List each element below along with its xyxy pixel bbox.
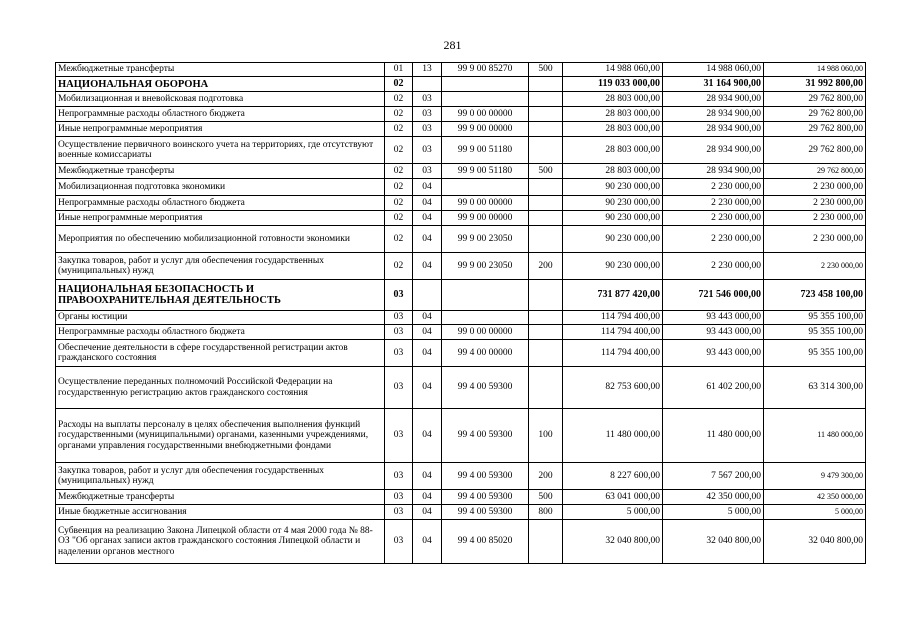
- row-name: Мероприятия по обеспечению мобилизационной готовности экономики: [56, 226, 385, 253]
- row-name: Иные непрограммные мероприятия: [56, 122, 385, 137]
- row-expense-type: [529, 92, 563, 107]
- row-amount-year3: 31 992 800,00: [764, 77, 866, 92]
- row-expense-type: [529, 325, 563, 340]
- row-section: 03: [385, 490, 413, 505]
- row-subsection: 03: [413, 137, 442, 164]
- row-subsection: [413, 77, 442, 92]
- row-target-article: 99 0 00 00000: [442, 107, 529, 122]
- row-amount-year1: 63 041 000,00: [563, 490, 663, 505]
- row-target-article: 99 0 00 00000: [442, 196, 529, 211]
- table-row: [56, 311, 866, 325]
- row-expense-type: 800: [529, 505, 563, 520]
- row-section: 02: [385, 226, 413, 253]
- row-amount-year1: 90 230 000,00: [563, 196, 663, 211]
- row-amount-year3: 29 762 800,00: [764, 122, 866, 137]
- table-row: [56, 490, 866, 505]
- row-amount-year2: 28 934 900,00: [663, 164, 764, 179]
- row-amount-year3: 2 230 000,00: [764, 226, 866, 253]
- row-expense-type: [529, 196, 563, 211]
- row-amount-year3: 723 458 100,00: [764, 280, 866, 311]
- row-name: Обеспечение деятельности в сфере государственной регистрации актов гражданского состояния: [56, 340, 385, 367]
- row-subsection: 04: [413, 340, 442, 367]
- row-section: 02: [385, 107, 413, 122]
- row-amount-year2: 28 934 900,00: [663, 107, 764, 122]
- row-section: 02: [385, 77, 413, 92]
- row-section: 03: [385, 463, 413, 490]
- row-amount-year1: 90 230 000,00: [563, 253, 663, 280]
- row-subsection: 04: [413, 179, 442, 196]
- table-row: [56, 196, 866, 211]
- row-amount-year3: 2 230 000,00: [764, 253, 866, 280]
- row-name: НАЦИОНАЛЬНАЯ БЕЗОПАСНОСТЬ И ПРАВООХРАНИТЕЛЬНАЯ ДЕЯТЕЛЬНОСТЬ: [56, 280, 385, 311]
- row-amount-year3: 5 000,00: [764, 505, 866, 520]
- row-amount-year1: 114 794 400,00: [563, 340, 663, 367]
- row-amount-year1: 119 033 000,00: [563, 77, 663, 92]
- row-expense-type: 500: [529, 63, 563, 77]
- row-target-article: 99 9 00 00000: [442, 122, 529, 137]
- row-name: Осуществление переданных полномочий Российской Федерации на государственную регистрацию актов гражданского состояния: [56, 367, 385, 409]
- row-expense-type: [529, 77, 563, 92]
- row-subsection: 04: [413, 520, 442, 564]
- row-section: 03: [385, 505, 413, 520]
- row-target-article: 99 9 00 51180: [442, 164, 529, 179]
- row-name: Мобилизационная и вневойсковая подготовка: [56, 92, 385, 107]
- table-body: [56, 63, 866, 564]
- row-name: Непрограммные расходы областного бюджета: [56, 325, 385, 340]
- row-amount-year3: 11 480 000,00: [764, 409, 866, 463]
- row-name: Межбюджетные трансферты: [56, 63, 385, 77]
- row-amount-year3: 95 355 100,00: [764, 311, 866, 325]
- row-amount-year2: 2 230 000,00: [663, 211, 764, 226]
- row-name: Непрограммные расходы областного бюджета: [56, 196, 385, 211]
- table-row: [56, 505, 866, 520]
- table-row: [56, 367, 866, 409]
- row-name: Закупка товаров, работ и услуг для обеспечения государственных (муниципальных) нужд: [56, 253, 385, 280]
- row-amount-year1: 28 803 000,00: [563, 107, 663, 122]
- row-subsection: 04: [413, 196, 442, 211]
- row-target-article: 99 9 00 51180: [442, 137, 529, 164]
- row-expense-type: [529, 280, 563, 311]
- table-row: [56, 179, 866, 196]
- row-section: 02: [385, 92, 413, 107]
- row-name: Органы юстиции: [56, 311, 385, 325]
- row-amount-year1: 5 000,00: [563, 505, 663, 520]
- row-amount-year2: 7 567 200,00: [663, 463, 764, 490]
- row-subsection: 04: [413, 211, 442, 226]
- row-amount-year2: 93 443 000,00: [663, 311, 764, 325]
- table-row: [56, 164, 866, 179]
- row-name: Непрограммные расходы областного бюджета: [56, 107, 385, 122]
- row-amount-year1: 28 803 000,00: [563, 164, 663, 179]
- row-amount-year1: 28 803 000,00: [563, 122, 663, 137]
- table-row: [56, 280, 866, 311]
- row-subsection: 04: [413, 463, 442, 490]
- row-name: Закупка товаров, работ и услуг для обеспечения государственных (муниципальных) нужд: [56, 463, 385, 490]
- row-amount-year3: 63 314 300,00: [764, 367, 866, 409]
- row-section: 03: [385, 520, 413, 564]
- table-row: [56, 409, 866, 463]
- row-amount-year3: 95 355 100,00: [764, 325, 866, 340]
- table-row: [56, 211, 866, 226]
- row-target-article: [442, 179, 529, 196]
- row-expense-type: [529, 137, 563, 164]
- table-row: [56, 340, 866, 367]
- row-subsection: 04: [413, 311, 442, 325]
- row-subsection: 04: [413, 226, 442, 253]
- row-amount-year2: 93 443 000,00: [663, 325, 764, 340]
- row-target-article: [442, 92, 529, 107]
- row-target-article: [442, 311, 529, 325]
- row-name: Субвенция на реализацию Закона Липецкой области от 4 мая 2000 года № 88-ОЗ "Об органах записи актов гражданского состояния Липецкой области и наделении органов местного: [56, 520, 385, 564]
- table-row: [56, 137, 866, 164]
- row-amount-year1: 8 227 600,00: [563, 463, 663, 490]
- row-amount-year2: 11 480 000,00: [663, 409, 764, 463]
- row-name: Расходы на выплаты персоналу в целях обеспечения выполнения функций государственными (муниципальными) органами, казенными учреждениями, органами управления государственными внебюджетными фондами: [56, 409, 385, 463]
- table-row: [56, 107, 866, 122]
- row-target-article: [442, 280, 529, 311]
- row-amount-year2: 32 040 800,00: [663, 520, 764, 564]
- row-amount-year3: 42 350 000,00: [764, 490, 866, 505]
- row-amount-year3: 95 355 100,00: [764, 340, 866, 367]
- row-target-article: 99 4 00 59300: [442, 505, 529, 520]
- row-target-article: 99 9 00 23050: [442, 226, 529, 253]
- row-subsection: 03: [413, 92, 442, 107]
- row-expense-type: [529, 107, 563, 122]
- row-name: Иные бюджетные ассигнования: [56, 505, 385, 520]
- row-expense-type: [529, 520, 563, 564]
- row-amount-year1: 731 877 420,00: [563, 280, 663, 311]
- row-target-article: 99 0 00 00000: [442, 325, 529, 340]
- row-amount-year2: 93 443 000,00: [663, 340, 764, 367]
- row-name: Иные непрограммные мероприятия: [56, 211, 385, 226]
- row-amount-year3: 29 762 800,00: [764, 164, 866, 179]
- row-amount-year2: 28 934 900,00: [663, 92, 764, 107]
- row-amount-year1: 82 753 600,00: [563, 367, 663, 409]
- row-target-article: 99 4 00 59300: [442, 367, 529, 409]
- row-target-article: 99 9 00 23050: [442, 253, 529, 280]
- row-amount-year1: 90 230 000,00: [563, 226, 663, 253]
- row-amount-year2: 2 230 000,00: [663, 253, 764, 280]
- row-section: 03: [385, 367, 413, 409]
- row-amount-year1: 114 794 400,00: [563, 325, 663, 340]
- row-section: 03: [385, 409, 413, 463]
- row-amount-year1: 11 480 000,00: [563, 409, 663, 463]
- row-amount-year3: 9 479 300,00: [764, 463, 866, 490]
- row-amount-year2: 31 164 900,00: [663, 77, 764, 92]
- row-section: 03: [385, 325, 413, 340]
- row-amount-year3: 2 230 000,00: [764, 196, 866, 211]
- row-amount-year1: 28 803 000,00: [563, 92, 663, 107]
- table-row: [56, 325, 866, 340]
- row-section: 03: [385, 340, 413, 367]
- row-section: 02: [385, 137, 413, 164]
- row-subsection: 03: [413, 107, 442, 122]
- row-section: 02: [385, 253, 413, 280]
- row-expense-type: [529, 340, 563, 367]
- row-expense-type: [529, 211, 563, 226]
- row-amount-year2: 2 230 000,00: [663, 179, 764, 196]
- table-row: [56, 226, 866, 253]
- row-section: 02: [385, 122, 413, 137]
- row-amount-year2: 2 230 000,00: [663, 226, 764, 253]
- row-subsection: 04: [413, 367, 442, 409]
- row-section: 01: [385, 63, 413, 77]
- row-amount-year2: 5 000,00: [663, 505, 764, 520]
- row-expense-type: 200: [529, 253, 563, 280]
- row-amount-year3: 2 230 000,00: [764, 179, 866, 196]
- row-amount-year3: 2 230 000,00: [764, 211, 866, 226]
- row-amount-year2: 721 546 000,00: [663, 280, 764, 311]
- row-expense-type: 500: [529, 490, 563, 505]
- row-expense-type: 500: [529, 164, 563, 179]
- row-subsection: 03: [413, 164, 442, 179]
- row-amount-year1: 14 988 060,00: [563, 63, 663, 77]
- row-name: НАЦИОНАЛЬНАЯ ОБОРОНА: [56, 77, 385, 92]
- table-row: [56, 77, 866, 92]
- row-name: Межбюджетные трансферты: [56, 164, 385, 179]
- table-row: [56, 253, 866, 280]
- table-row: [56, 92, 866, 107]
- row-expense-type: 200: [529, 463, 563, 490]
- row-subsection: 04: [413, 505, 442, 520]
- row-amount-year1: 90 230 000,00: [563, 211, 663, 226]
- row-target-article: 99 4 00 59300: [442, 463, 529, 490]
- row-amount-year1: 28 803 000,00: [563, 137, 663, 164]
- row-amount-year1: 90 230 000,00: [563, 179, 663, 196]
- row-target-article: [442, 77, 529, 92]
- row-section: 03: [385, 280, 413, 311]
- row-expense-type: 100: [529, 409, 563, 463]
- row-target-article: 99 9 00 00000: [442, 211, 529, 226]
- row-amount-year1: 32 040 800,00: [563, 520, 663, 564]
- row-subsection: 04: [413, 490, 442, 505]
- row-target-article: 99 4 00 00000: [442, 340, 529, 367]
- page-number: 281: [443, 38, 462, 52]
- row-amount-year2: 28 934 900,00: [663, 137, 764, 164]
- row-target-article: 99 4 00 59300: [442, 409, 529, 463]
- row-expense-type: [529, 179, 563, 196]
- table-row: [56, 463, 866, 490]
- row-amount-year3: 14 988 060,00: [764, 63, 866, 77]
- row-expense-type: [529, 311, 563, 325]
- row-target-article: 99 4 00 85020: [442, 520, 529, 564]
- row-section: 03: [385, 311, 413, 325]
- row-subsection: 13: [413, 63, 442, 77]
- row-amount-year2: 28 934 900,00: [663, 122, 764, 137]
- row-subsection: 04: [413, 253, 442, 280]
- table-row: [56, 520, 866, 564]
- row-amount-year3: 29 762 800,00: [764, 92, 866, 107]
- row-amount-year2: 14 988 060,00: [663, 63, 764, 77]
- row-section: 02: [385, 179, 413, 196]
- row-target-article: 99 9 00 85270: [442, 63, 529, 77]
- row-amount-year2: 61 402 200,00: [663, 367, 764, 409]
- row-subsection: 04: [413, 325, 442, 340]
- row-name: Осуществление первичного воинского учета на территориях, где отсутствуют военные комиссариаты: [56, 137, 385, 164]
- row-expense-type: [529, 367, 563, 409]
- row-name: Межбюджетные трансферты: [56, 490, 385, 505]
- row-section: 02: [385, 196, 413, 211]
- row-amount-year2: 42 350 000,00: [663, 490, 764, 505]
- row-name: Мобилизационная подготовка экономики: [56, 179, 385, 196]
- row-subsection: 03: [413, 122, 442, 137]
- row-subsection: [413, 280, 442, 311]
- row-section: 02: [385, 164, 413, 179]
- row-amount-year3: 29 762 800,00: [764, 137, 866, 164]
- row-subsection: 04: [413, 409, 442, 463]
- row-amount-year2: 2 230 000,00: [663, 196, 764, 211]
- table-row: [56, 63, 866, 77]
- row-target-article: 99 4 00 59300: [442, 490, 529, 505]
- table-row: [56, 122, 866, 137]
- row-expense-type: [529, 122, 563, 137]
- row-amount-year3: 29 762 800,00: [764, 107, 866, 122]
- row-amount-year3: 32 040 800,00: [764, 520, 866, 564]
- budget-table: [55, 62, 866, 564]
- row-amount-year1: 114 794 400,00: [563, 311, 663, 325]
- row-expense-type: [529, 226, 563, 253]
- row-section: 02: [385, 211, 413, 226]
